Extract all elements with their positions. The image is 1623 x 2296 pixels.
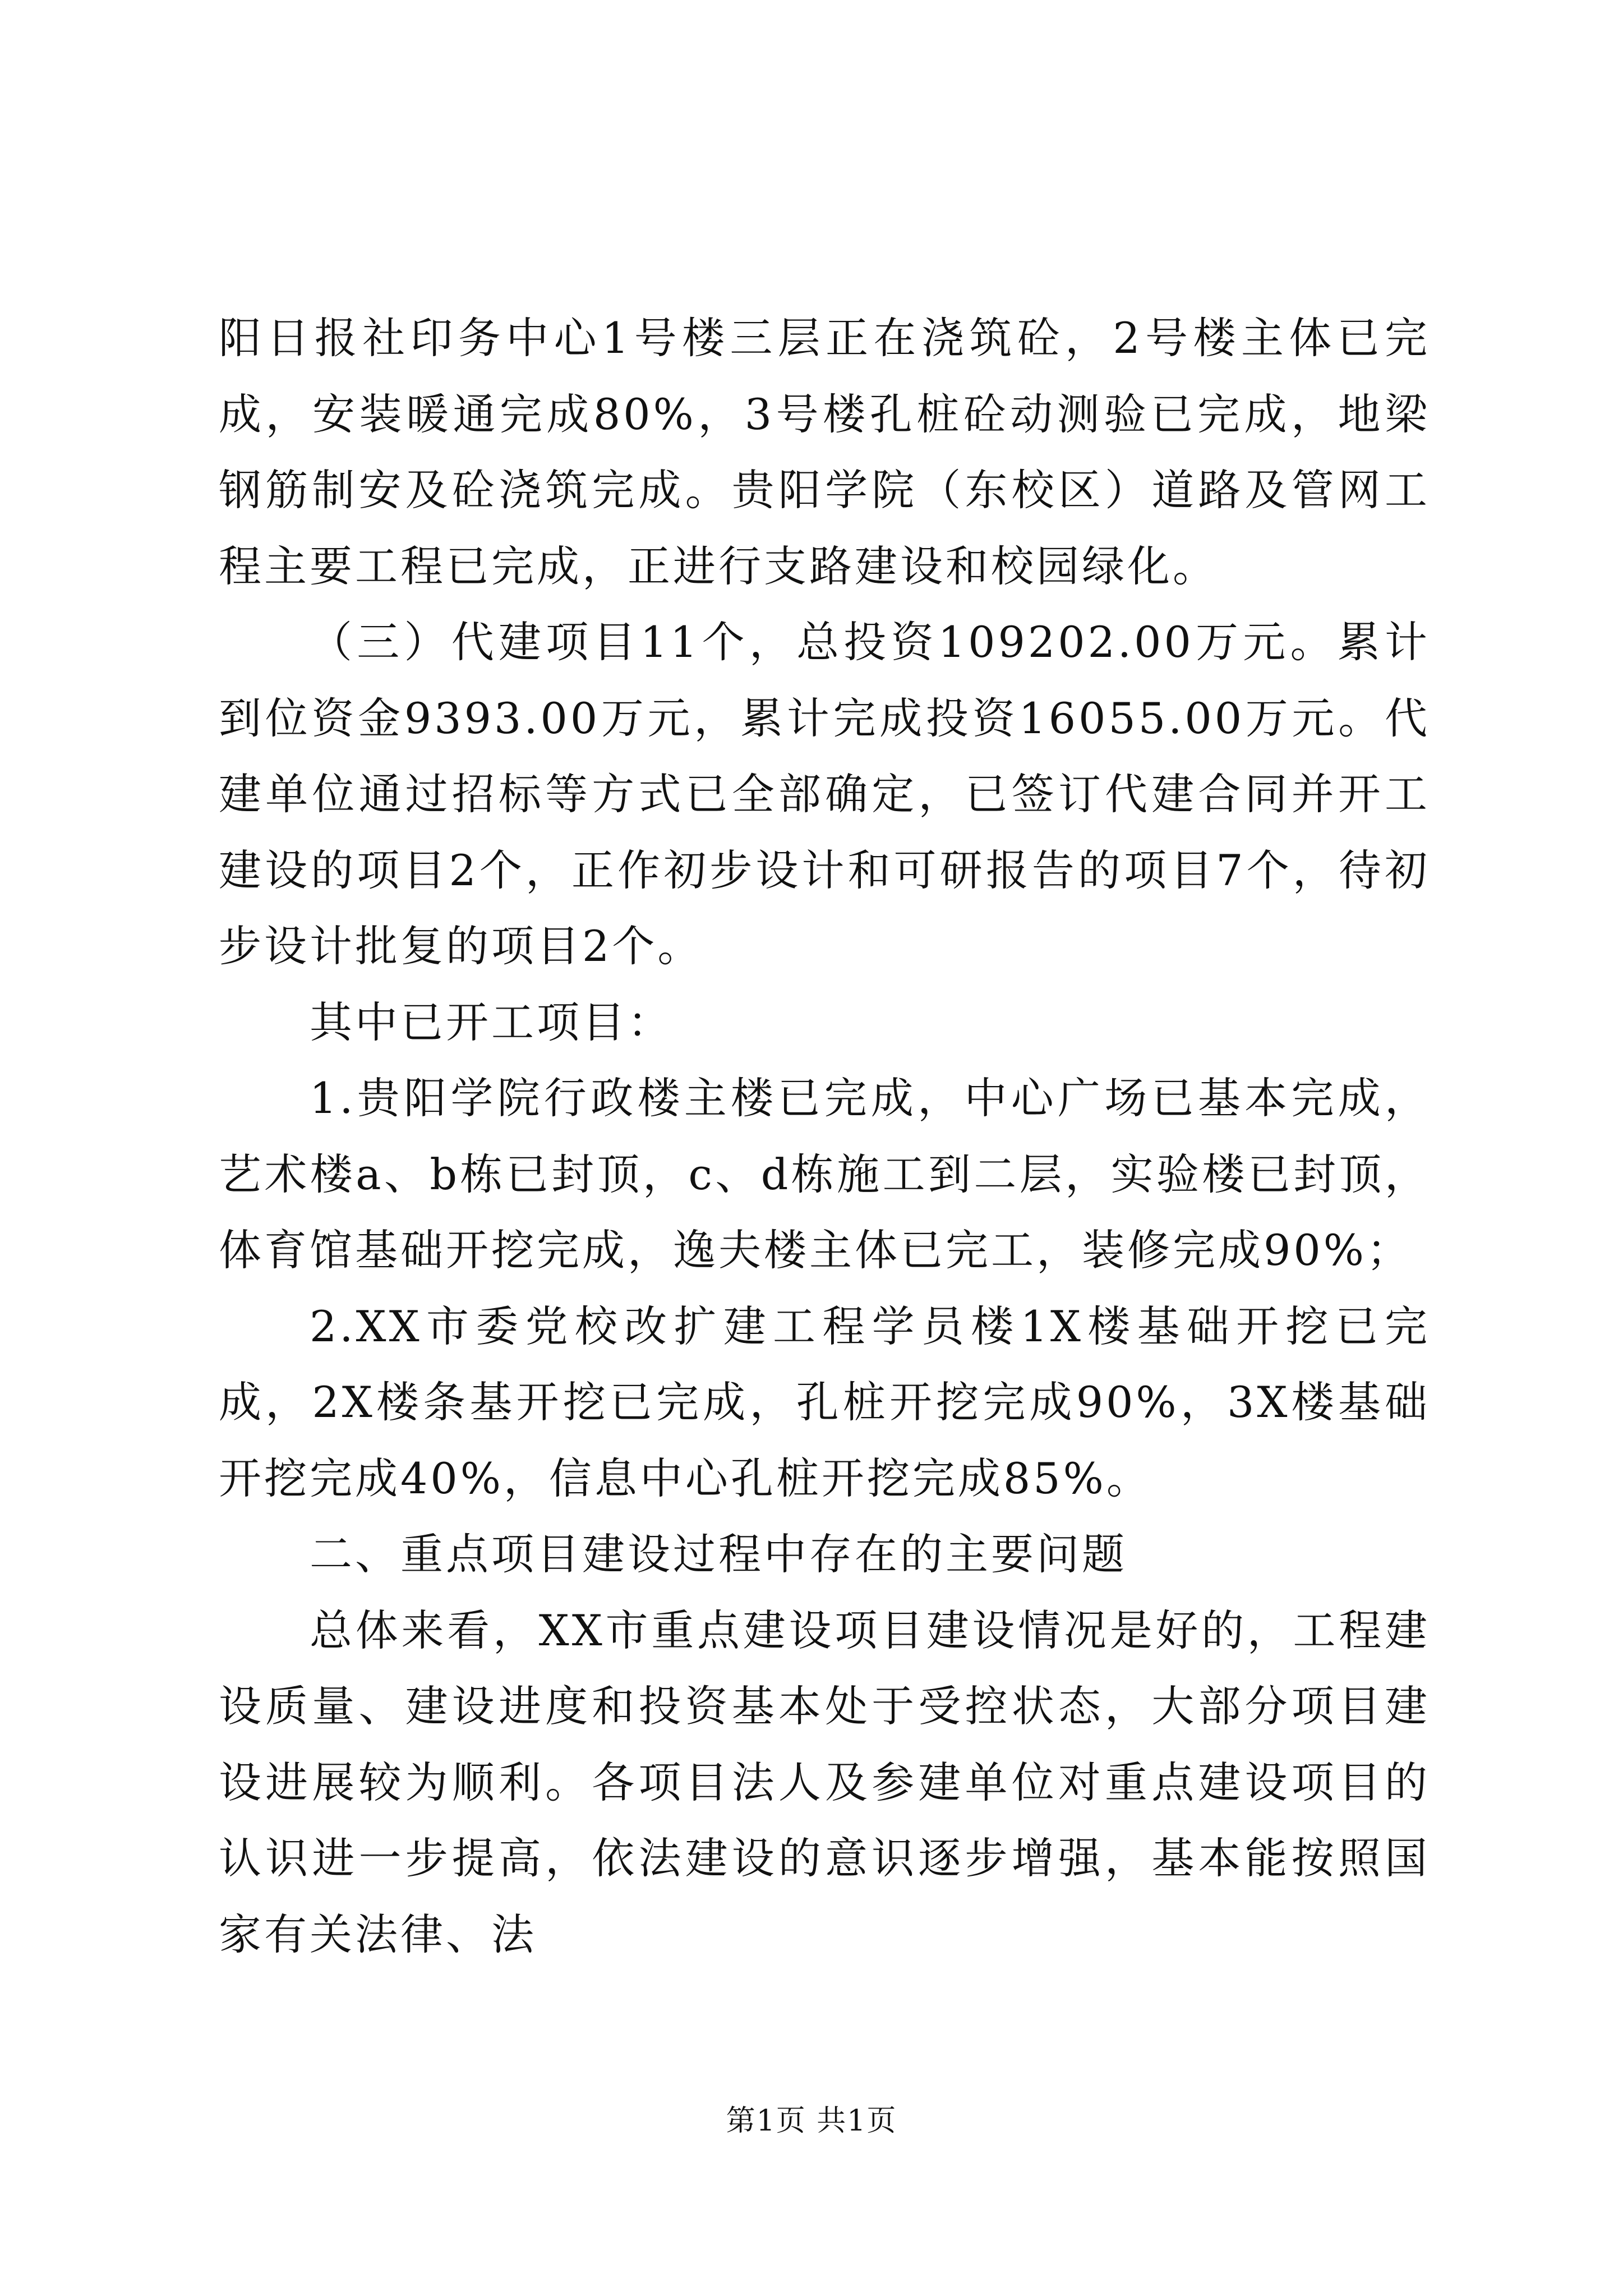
page-footer: 第1页 共1页 xyxy=(726,2104,897,2138)
document-body xyxy=(219,300,1430,1972)
paragraph-item-2: 2.XX市委党校改扩建工程学员楼1X楼基础开挖已完成，2X楼条基开挖已完成，孔桩开挖完成90%，3X楼基础开挖完成40%，信息中心孔桩开挖完成85%。 xyxy=(219,1301,1430,1503)
paragraph-overview: 总体来看，XX市重点建设项目建设情况是好的，工程建设质量、建设进度和投资基本处于受控状态，大部分项目建设进展较为顺利。各项目法人及参建单位对重点建设项目的认识进一步提高，依法建设的意识逐步增强，基本能按照国家有关法律、法 xyxy=(219,1605,1430,1959)
paragraph-item-1: 1.贵阳学院行政楼主楼已完成，中心广场已基本完成，艺术楼a、b栋已封顶，c、d栋施工到二层，实验楼已封顶，体育馆基础开挖完成，逸夫楼主体已完工，装修完成90%； xyxy=(219,1073,1430,1275)
paragraph-started-projects-heading: 其中已开工项目： xyxy=(310,997,673,1047)
paragraph-continuation: 阳日报社印务中心1号楼三层正在浇筑砼，2号楼主体已完成，安装暖通完成80%，3号楼孔桩砼动测验已完成，地梁钢筋制安及砼浇筑完成。贵阳学院（东校区）道路及管网工程主要工程已完成，正进行支路建设和校园绿化。 xyxy=(219,313,1430,591)
paragraph-agent-projects: （三）代建项目11个，总投资109202.00万元。累计到位资金9393.00万元，累计完成投资16055.00万元。代建单位通过招标等方式已全部确定，已签订代建合同并开工建设的项目2个，正作初步设计和可研报告的项目7个，待初步设计批复的项目2个。 xyxy=(219,617,1430,971)
section-heading-problems: 二、重点项目建设过程中存在的主要问题 xyxy=(310,1529,1127,1579)
